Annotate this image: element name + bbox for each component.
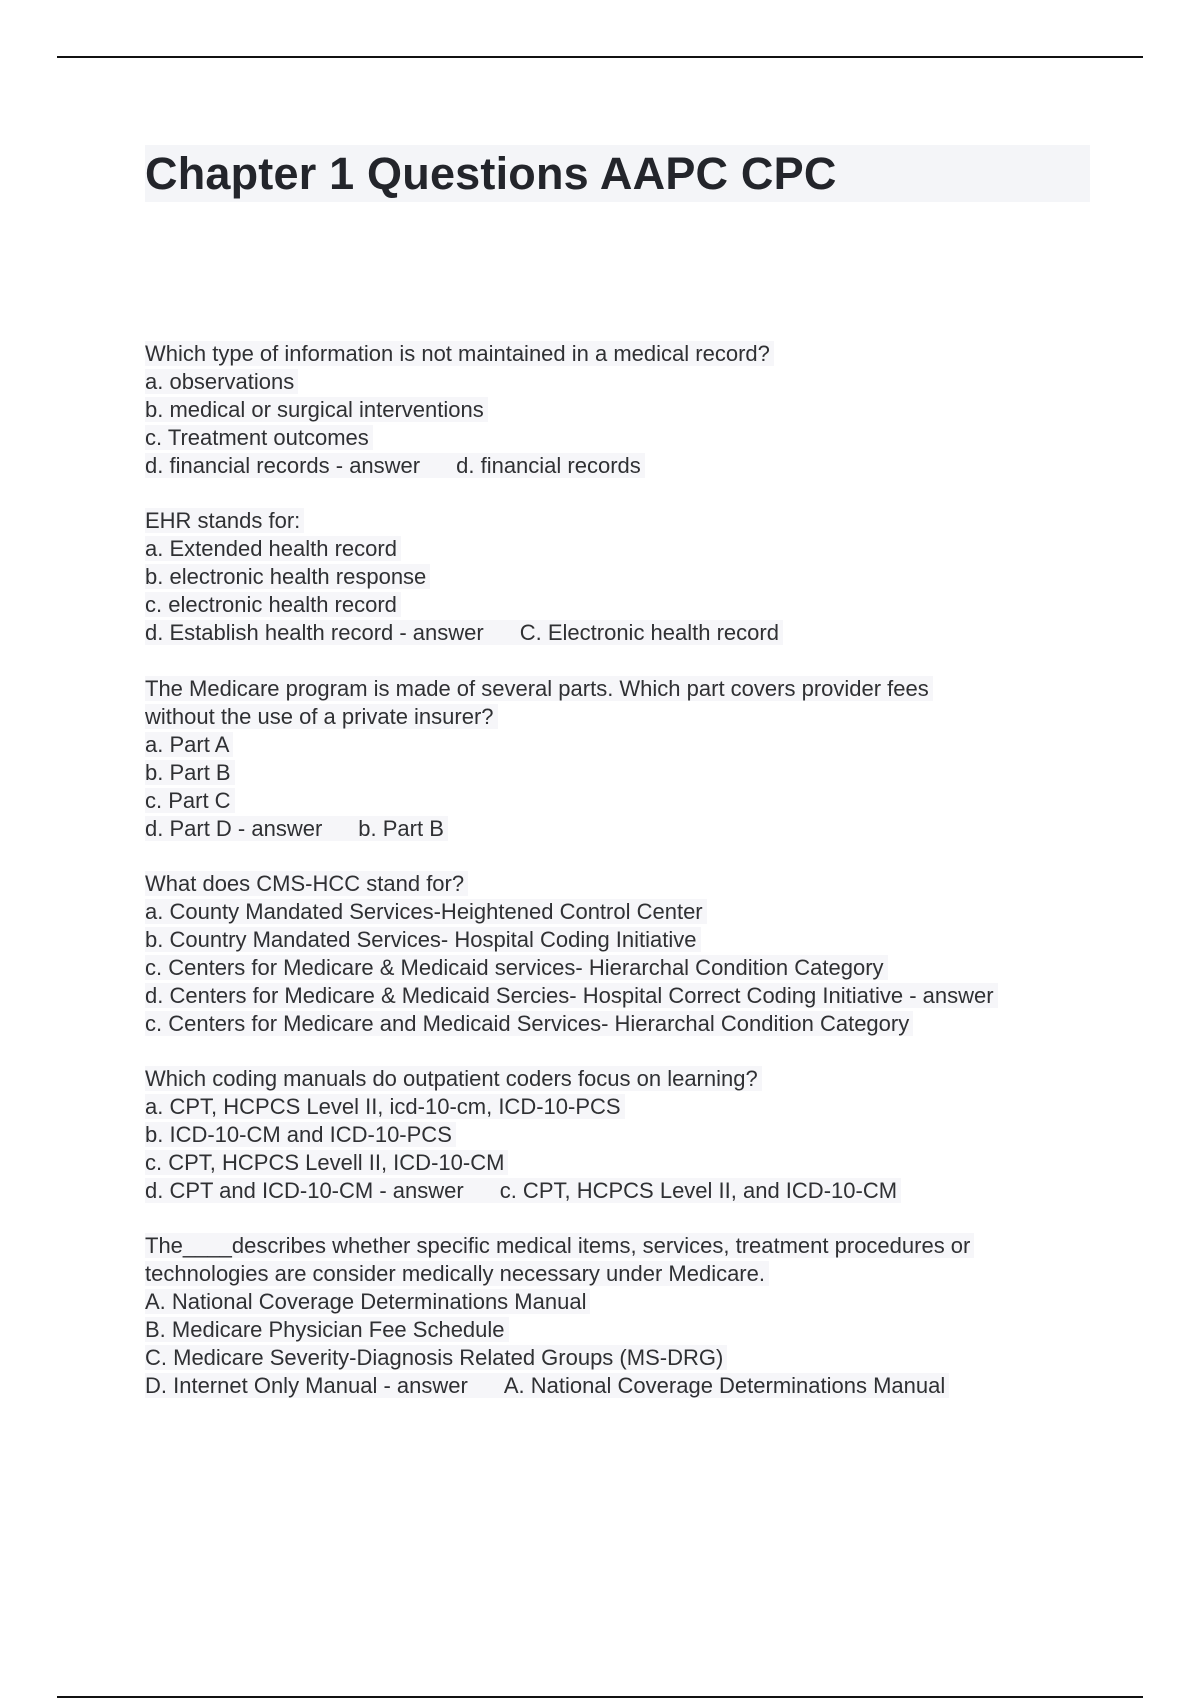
question-block-5	[145, 1065, 1105, 1205]
option-with-answer: d. CPT and ICD-10-CM - answer c. CPT, HCPCS Level II, and ICD-10-CM	[145, 1177, 1105, 1205]
correct-answer: C. Electronic health record	[519, 620, 779, 645]
correct-answer: b. Part B	[358, 816, 444, 841]
option: c. Part C	[145, 787, 1105, 815]
option-with-answer: d. Establish health record - answer C. Electronic health record	[145, 619, 1105, 647]
option: a. observations	[145, 368, 1105, 396]
page-title: Chapter 1 Questions AAPC CPC	[145, 148, 837, 199]
option: b. Part B	[145, 759, 1105, 787]
option: b. Country Mandated Services- Hospital Coding Initiative	[145, 926, 1105, 954]
option: b. electronic health response	[145, 563, 1105, 591]
correct-answer: d. financial records	[456, 453, 641, 478]
option: b. medical or surgical interventions	[145, 396, 1105, 424]
question-block-3	[145, 675, 1105, 843]
top-divider	[57, 56, 1143, 58]
question-text: What does CMS-HCC stand for?	[145, 870, 1105, 898]
question-block-6	[145, 1232, 1105, 1400]
question-text: The Medicare program is made of several parts. Which part covers provider fees	[145, 675, 1105, 703]
option: B. Medicare Physician Fee Schedule	[145, 1316, 1105, 1344]
option: c. electronic health record	[145, 591, 1105, 619]
option: a. CPT, HCPCS Level II, icd-10-cm, ICD-10-PCS	[145, 1093, 1105, 1121]
bottom-divider	[57, 1696, 1143, 1698]
question-text: The____describes whether specific medical items, services, treatment procedures or	[145, 1232, 1105, 1260]
option: c. Centers for Medicare & Medicaid services- Hierarchal Condition Category	[145, 954, 1105, 982]
correct-answer: A. National Coverage Determinations Manual	[503, 1373, 946, 1398]
option: a. County Mandated Services-Heightened Control Center	[145, 898, 1105, 926]
option-with-answer: D. Internet Only Manual - answer A. National Coverage Determinations Manual	[145, 1372, 1105, 1400]
option-with-answer: d. Part D - answer b. Part B	[145, 815, 1105, 843]
question-block-1	[145, 340, 1105, 480]
question-text: Which type of information is not maintained in a medical record?	[145, 340, 1105, 368]
option: d. Centers for Medicare & Medicaid Sercies- Hospital Correct Coding Initiative - answer	[145, 982, 1105, 1010]
option: A. National Coverage Determinations Manual	[145, 1288, 1105, 1316]
correct-answer: c. Centers for Medicare and Medicaid Services- Hierarchal Condition Category	[145, 1010, 1105, 1038]
question-text: without the use of a private insurer?	[145, 703, 1105, 731]
question-text: Which coding manuals do outpatient coders focus on learning?	[145, 1065, 1105, 1093]
option: a. Part A	[145, 731, 1105, 759]
question-text: EHR stands for:	[145, 507, 1105, 535]
question-block-4	[145, 870, 1105, 1038]
option: C. Medicare Severity-Diagnosis Related Groups (MS-DRG)	[145, 1344, 1105, 1372]
option: c. Treatment outcomes	[145, 424, 1105, 452]
correct-answer: c. CPT, HCPCS Level II, and ICD-10-CM	[499, 1178, 898, 1203]
question-text: technologies are consider medically necessary under Medicare.	[145, 1260, 1105, 1288]
option: b. ICD-10-CM and ICD-10-PCS	[145, 1121, 1105, 1149]
option: a. Extended health record	[145, 535, 1105, 563]
question-block-2	[145, 507, 1105, 647]
option-with-answer: d. financial records - answer d. financial records	[145, 452, 1105, 480]
option: c. CPT, HCPCS Levell II, ICD-10-CM	[145, 1149, 1105, 1177]
